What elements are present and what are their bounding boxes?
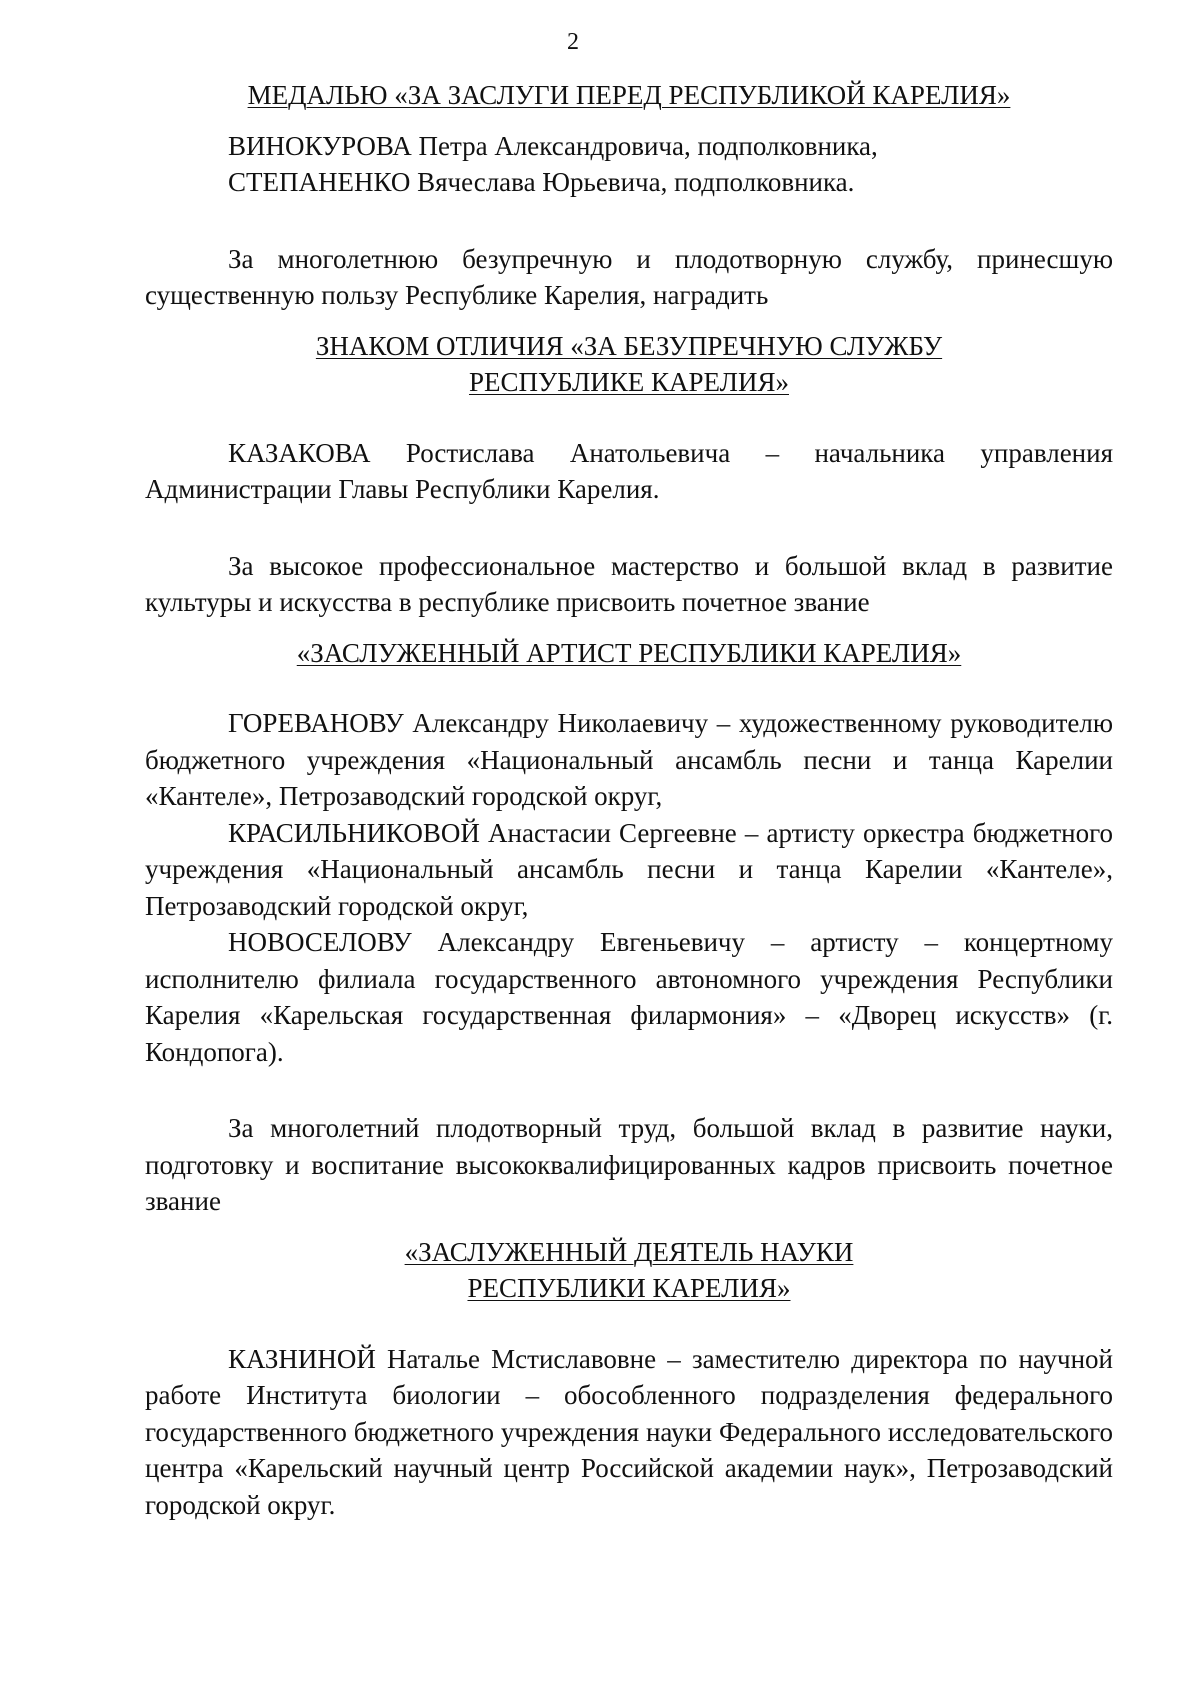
heading-badge-line-2: РЕСПУБЛИКЕ КАРЕЛИЯ» <box>468 367 789 397</box>
heading-science-line-2: РЕСПУБЛИКИ КАРЕЛИЯ» <box>467 1273 791 1303</box>
heading-artist-line-1: «ЗАСЛУЖЕННЫЙ АРТИСТ РЕСПУБЛИКИ КАРЕЛИЯ» <box>296 637 962 668</box>
heading-badge <box>145 328 1113 401</box>
heading-science-line-1: «ЗАСЛУЖЕННЫЙ ДЕЯТЕЛЬ НАУКИ <box>404 1236 854 1267</box>
recipient-vinokurov: ВИНОКУРОВА Петра Александровича, подполковника, <box>228 130 878 161</box>
recipient-novoselov: НОВОСЕЛОВУ Александру Евгеньевичу – артисту – концертному исполнителю филиала государственного автономного учреждения Республики Карелия «Карельская государственная филармония» – «Дворец искусств» (г. Кондопога). <box>145 927 1113 1067</box>
heading-medal: МЕДАЛЬЮ «ЗА ЗАСЛУГИ ПЕРЕД РЕСПУБЛИКОЙ КАРЕЛИЯ» <box>247 80 1011 110</box>
page-number: 2 <box>567 29 579 55</box>
recipient-kazakov: КАЗАКОВА Ростислава Анатольевича – начальника управления Администрации Главы Республики Карелия. <box>145 437 1113 504</box>
recipient-kaznina: КАЗНИНОЙ Наталье Мстиславовне – заместителю директора по научной работе Института биологии – обособленного подразделения федерального государственного бюджетного учреждения науки Федерального исследовательского центра «Карельский научный центр Российской академии наук», Петрозаводский городской округ. <box>145 1343 1113 1520</box>
heading-badge-line-1: ЗНАКОМ ОТЛИЧИЯ «ЗА БЕЗУПРЕЧНУЮ СЛУЖБУ <box>315 330 943 361</box>
intro-badge: За многолетнюю безупречную и плодотворную службу, принесшую существенную пользу Республике Карелия, наградить <box>145 243 1113 310</box>
intro-science: За многолетний плодотворный труд, большой вклад в развитие науки, подготовку и воспитание высококвалифицированных кадров присвоить почетное звание <box>145 1113 1113 1216</box>
intro-artist: За высокое профессиональное мастерство и большой вклад в развитие культуры и искусства в республике присвоить почетное звание <box>145 550 1113 617</box>
document-body <box>145 77 1113 1523</box>
recipient-gorevanov: ГОРЕВАНОВУ Александру Николаевичу – художественному руководителю бюджетного учреждения «Национальный ансамбль песни и танца Карелии «Кантеле», Петрозаводский городской округ, <box>145 708 1113 811</box>
recipient-krasilnikova: КРАСИЛЬНИКОВОЙ Анастасии Сергеевне – артисту оркестра бюджетного учреждения «Национальный ансамбль песни и танца Карелии «Кантеле», Петрозаводский городской округ, <box>145 817 1113 921</box>
heading-science <box>145 1234 1113 1307</box>
heading-artist <box>145 635 1113 672</box>
recipient-stepanenko: СТЕПАНЕНКО Вячеслава Юрьевича, подполковника. <box>228 167 855 197</box>
